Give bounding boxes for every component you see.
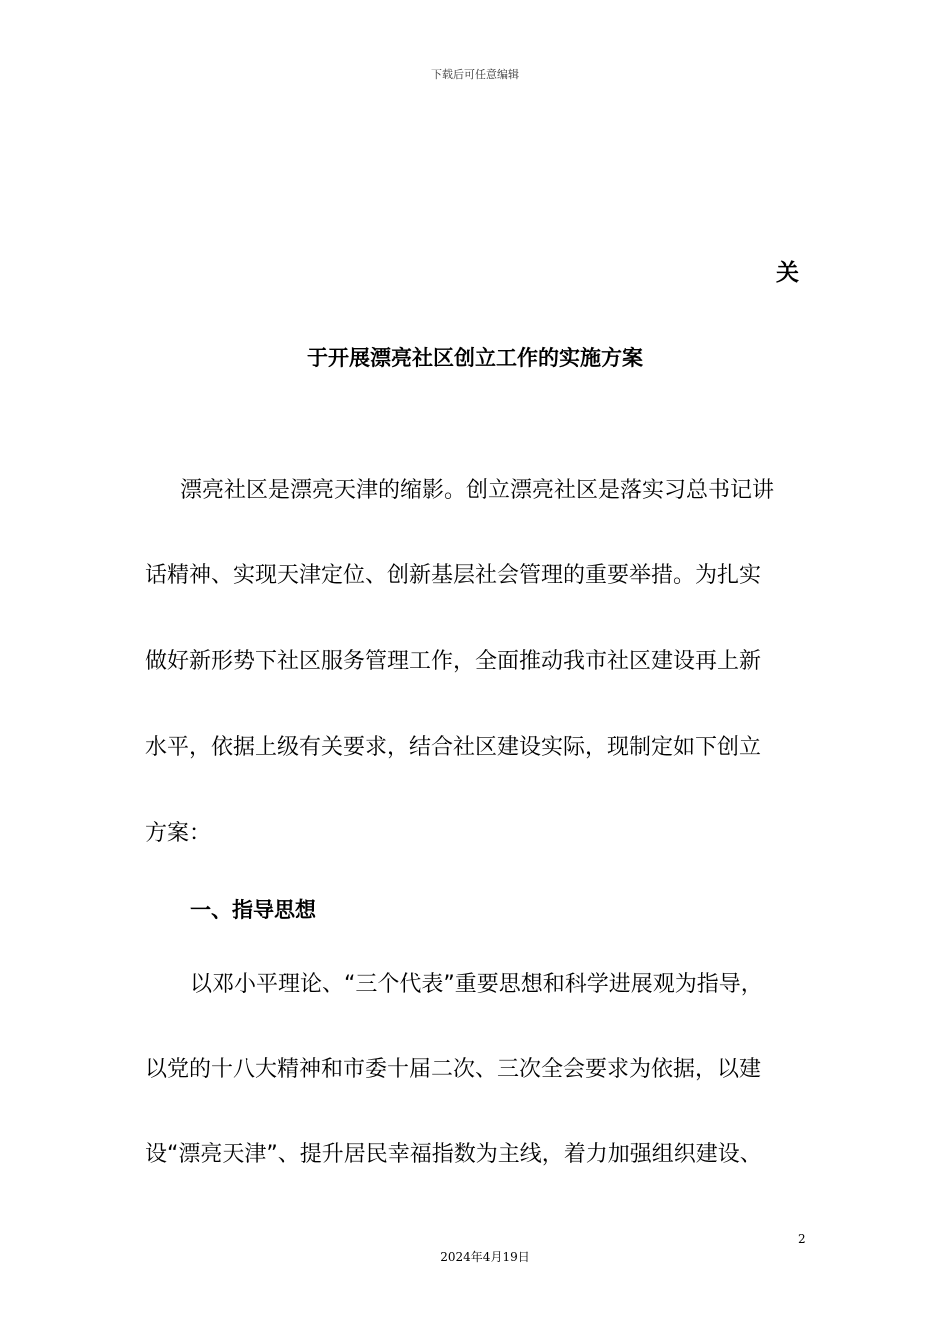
footer-date: 2024年4月19日 [440, 1250, 530, 1264]
intro-line-3: 做好新形势下社区服务管理工作，全面推动我市社区建设再上新 [145, 649, 762, 674]
header-note: 下载后可任意编辑 [431, 68, 519, 81]
intro-line-4: 水平，依据上级有关要求，结合社区建设实际，现制定如下创立 [145, 735, 762, 760]
page-number: 2 [798, 1232, 806, 1246]
section1-line-1: 以邓小平理论、“三个代表”重要思想和科学进展观为指导， [190, 972, 763, 997]
intro-line-1: 漂亮社区是漂亮天津的缩影。创立漂亮社区是落实习总书记讲 [180, 478, 775, 503]
intro-line-2: 话精神、实现天津定位、创新基层社会管理的重要举措。为扎实 [145, 563, 762, 588]
section1-line-3: 设“漂亮天津”、提升居民幸福指数为主线，着力加强组织建设、 [145, 1142, 762, 1167]
intro-line-5: 方案： [145, 821, 212, 846]
document-title: 于开展漂亮社区创立工作的实施方案 [307, 346, 643, 370]
document-title-first-char: 关 [776, 260, 799, 286]
section-heading-guiding-ideology: 一、指导思想 [190, 898, 316, 922]
section1-line-2: 以党的十八大精神和市委十届二次、三次全会要求为依据，以建 [145, 1057, 762, 1082]
